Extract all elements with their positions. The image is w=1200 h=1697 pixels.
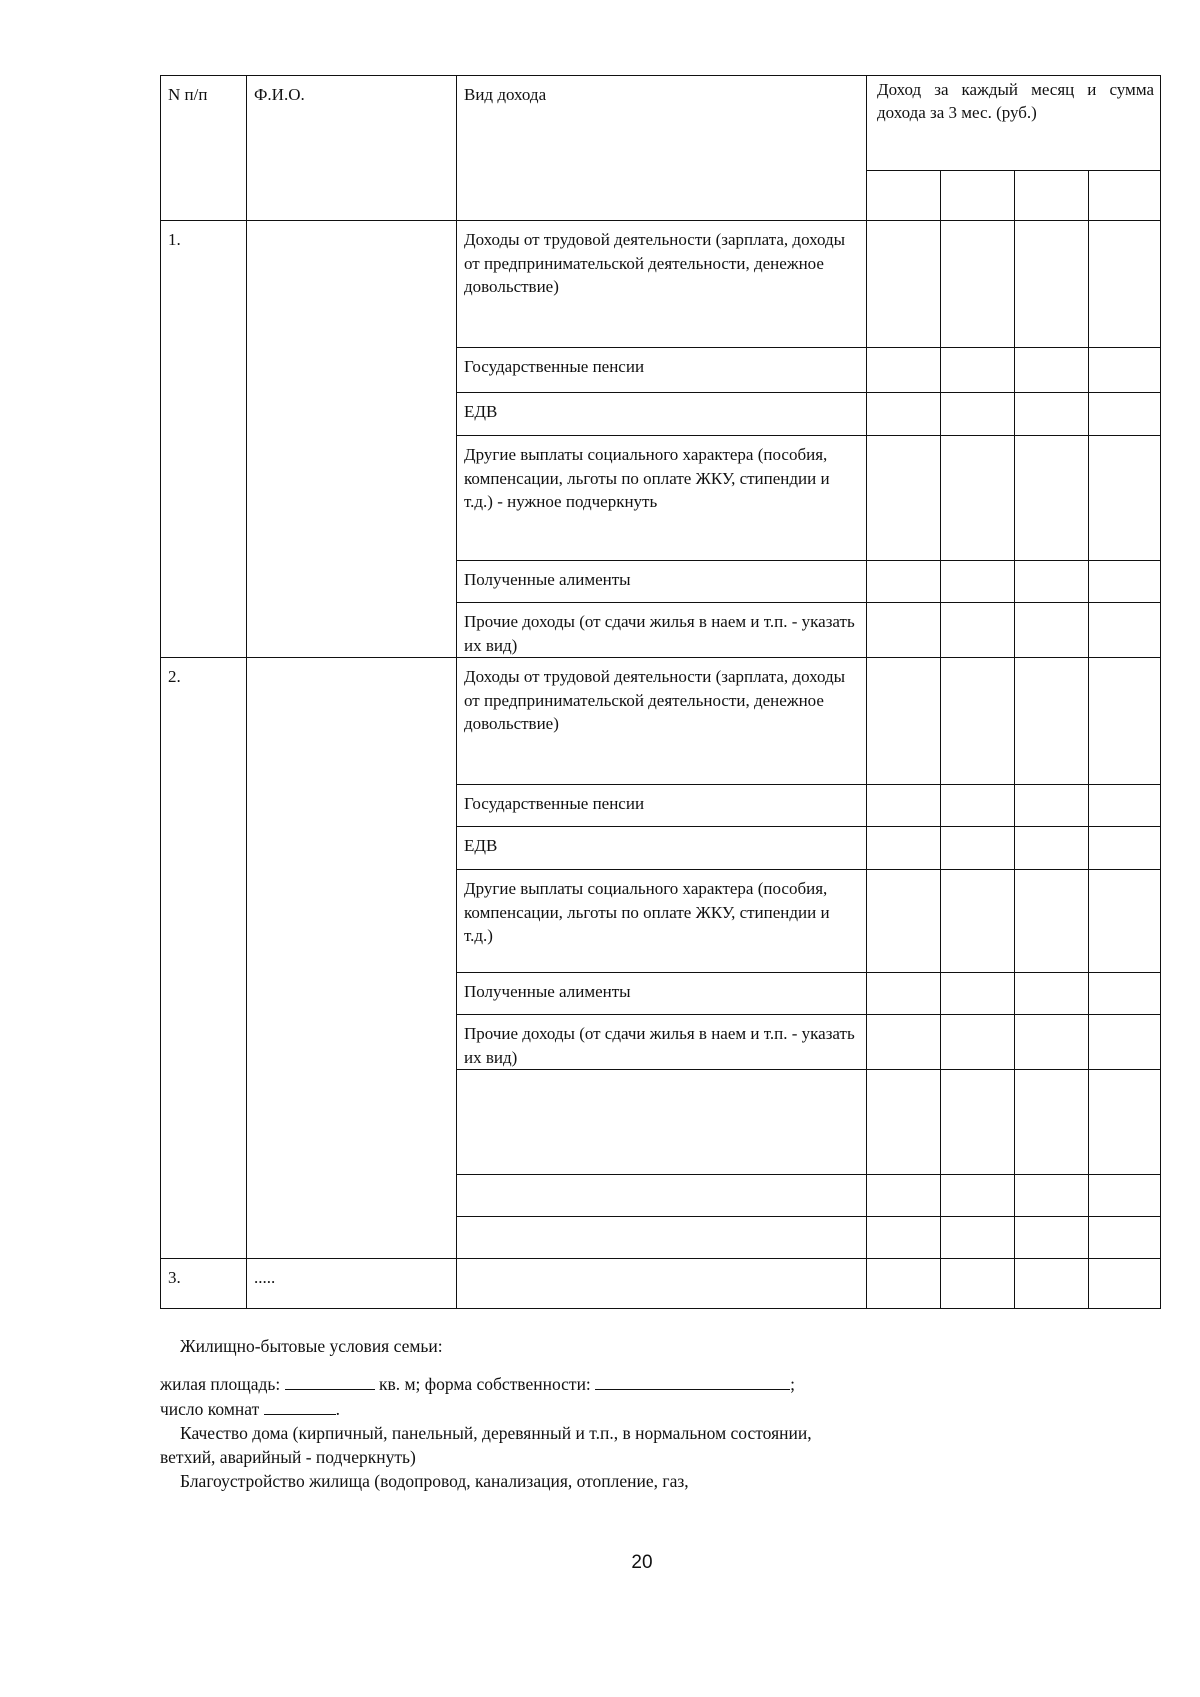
amount-cell[interactable] — [867, 1259, 941, 1309]
amount-cell[interactable] — [1015, 561, 1089, 603]
amount-cell[interactable] — [941, 1070, 1015, 1175]
income-type-cell: Полученные алименты — [457, 973, 867, 1015]
header-number: N п/п — [161, 76, 247, 221]
month-cell — [1089, 171, 1161, 221]
amount-cell[interactable] — [941, 436, 1015, 561]
income-type-cell: ЕДВ — [457, 827, 867, 870]
row-number: 2. — [161, 658, 247, 1259]
amount-cell[interactable] — [941, 870, 1015, 973]
living-area-unit: кв. м; — [378, 1374, 421, 1394]
living-area-label: жилая площадь: — [160, 1374, 281, 1394]
month-cell — [1015, 171, 1089, 221]
amount-cell[interactable] — [941, 348, 1015, 393]
amount-cell[interactable] — [1015, 658, 1089, 785]
amount-cell[interactable] — [1015, 870, 1089, 973]
rooms-field[interactable] — [264, 1396, 336, 1415]
ownership-label: форма собственности: — [424, 1374, 591, 1394]
amount-cell[interactable] — [941, 1259, 1015, 1309]
amount-cell[interactable] — [941, 1175, 1015, 1217]
amount-cell[interactable] — [941, 1217, 1015, 1259]
amount-cell[interactable] — [867, 1217, 941, 1259]
amount-cell[interactable] — [1089, 1015, 1161, 1070]
house-quality: Качество дома (кирпичный, панельный, деревянный и т.п., в нормальном состоянии, ветхий, аварийный - подчеркнуть) — [160, 1423, 812, 1467]
income-type-cell: Другие выплаты социального характера (пособия, компенсации, льготы по оплате ЖКУ, стипендии и т.д.) - нужное подчеркнуть — [457, 436, 867, 561]
amount-cell[interactable] — [1015, 1015, 1089, 1070]
fio-cell[interactable] — [247, 658, 457, 1259]
table-row — [161, 221, 1161, 348]
amount-cell[interactable] — [1089, 1259, 1161, 1309]
amount-cell[interactable] — [941, 221, 1015, 348]
living-area-field[interactable] — [285, 1371, 375, 1390]
amount-cell[interactable] — [867, 785, 941, 827]
amount-cell[interactable] — [941, 603, 1015, 658]
amount-cell[interactable] — [941, 393, 1015, 436]
amount-cell[interactable] — [1015, 436, 1089, 561]
page-number: 20 — [631, 1552, 653, 1573]
income-type-cell: Прочие доходы (от сдачи жилья в наем и т.п. - указать их вид) — [457, 1015, 867, 1070]
amount-cell[interactable] — [1089, 827, 1161, 870]
income-type-cell[interactable] — [457, 1259, 867, 1309]
amount-cell[interactable] — [867, 348, 941, 393]
amount-cell[interactable] — [867, 603, 941, 658]
amount-cell[interactable] — [1015, 1259, 1089, 1309]
table-row — [161, 1259, 1161, 1309]
amount-cell[interactable] — [1089, 221, 1161, 348]
income-type-cell: Государственные пенсии — [457, 785, 867, 827]
amount-cell[interactable] — [1015, 603, 1089, 658]
ownership-field[interactable] — [595, 1371, 790, 1390]
amount-cell[interactable] — [867, 393, 941, 436]
header-income-type: Вид дохода — [457, 76, 867, 221]
amount-cell[interactable] — [1089, 393, 1161, 436]
housing-title: Жилищно-бытовые условия семьи: — [180, 1336, 443, 1356]
income-type-cell[interactable] — [457, 1217, 867, 1259]
amount-cell[interactable] — [1089, 1217, 1161, 1259]
row-number: 1. — [161, 221, 247, 658]
amount-cell[interactable] — [867, 870, 941, 973]
amount-cell[interactable] — [1089, 785, 1161, 827]
header-fio: Ф.И.О. — [247, 76, 457, 221]
income-table — [160, 75, 1161, 1309]
income-type-cell: Прочие доходы (от сдачи жилья в наем и т.п. - указать их вид) — [457, 603, 867, 658]
amount-cell[interactable] — [867, 1175, 941, 1217]
amount-cell[interactable] — [1089, 348, 1161, 393]
amount-cell[interactable] — [1015, 221, 1089, 348]
housing-fields-line — [160, 1371, 860, 1396]
income-type-cell: Другие выплаты социального характера (пособия, компенсации, льготы по оплате ЖКУ, стипендии и т.д.) — [457, 870, 867, 973]
income-type-cell: Государственные пенсии — [457, 348, 867, 393]
amount-cell[interactable] — [867, 827, 941, 870]
amount-cell[interactable] — [941, 1015, 1015, 1070]
amount-cell[interactable] — [941, 827, 1015, 870]
amount-cell[interactable] — [1089, 658, 1161, 785]
row-number: 3. — [161, 1259, 247, 1309]
income-type-cell: Доходы от трудовой деятельности (зарплата, доходы от предпринимательской деятельности, денежное довольствие) — [457, 658, 867, 785]
amount-cell[interactable] — [867, 658, 941, 785]
amount-cell[interactable] — [1089, 870, 1161, 973]
amount-cell[interactable] — [867, 436, 941, 561]
amount-cell[interactable] — [941, 561, 1015, 603]
amount-cell[interactable] — [1015, 827, 1089, 870]
amount-cell[interactable] — [1089, 973, 1161, 1015]
amount-cell[interactable] — [867, 561, 941, 603]
amount-cell[interactable] — [1089, 1175, 1161, 1217]
ownership-end: ; — [790, 1374, 796, 1394]
amount-cell[interactable] — [1089, 603, 1161, 658]
fio-cell[interactable] — [247, 221, 457, 658]
income-type-cell[interactable] — [457, 1175, 867, 1217]
amount-cell[interactable] — [1015, 785, 1089, 827]
amount-cell[interactable] — [1015, 973, 1089, 1015]
rooms-end: . — [335, 1399, 340, 1419]
amount-cell[interactable] — [1015, 1175, 1089, 1217]
amount-cell[interactable] — [867, 973, 941, 1015]
income-type-cell: Полученные алименты — [457, 561, 867, 603]
amount-cell[interactable] — [1015, 1070, 1089, 1175]
amount-cell[interactable] — [941, 785, 1015, 827]
amount-cell[interactable] — [1089, 436, 1161, 561]
header-amount: Доход за каждый месяц и сумма дохода за 3 мес. (руб.) — [867, 76, 1161, 171]
amount-cell[interactable] — [941, 973, 1015, 1015]
income-type-cell: Доходы от трудовой деятельности (зарплата, доходы от предпринимательской деятельности, денежное довольствие) — [457, 221, 867, 348]
amenities: Благоустройство жилища (водопровод, канализация, отопление, газ, — [180, 1471, 689, 1491]
income-type-cell: ЕДВ — [457, 393, 867, 436]
amount-cell[interactable] — [867, 221, 941, 348]
header-row — [161, 76, 1161, 171]
table-row — [161, 658, 1161, 785]
amount-cell[interactable] — [867, 1015, 941, 1070]
amount-cell[interactable] — [941, 658, 1015, 785]
amount-cell[interactable] — [1015, 1217, 1089, 1259]
month-cell — [941, 171, 1015, 221]
income-type-cell[interactable] — [457, 1070, 867, 1175]
fio-cell[interactable]: ..... — [247, 1259, 457, 1309]
amount-cell[interactable] — [1015, 348, 1089, 393]
month-cell — [867, 171, 941, 221]
rooms-label: число комнат — [160, 1399, 260, 1419]
amount-cell[interactable] — [1015, 393, 1089, 436]
members-body — [161, 221, 1161, 1309]
housing-conditions — [160, 1334, 860, 1493]
amount-cell[interactable] — [1089, 561, 1161, 603]
amount-cell[interactable] — [1089, 1070, 1161, 1175]
amount-cell[interactable] — [867, 1070, 941, 1175]
rooms-line — [160, 1396, 860, 1421]
